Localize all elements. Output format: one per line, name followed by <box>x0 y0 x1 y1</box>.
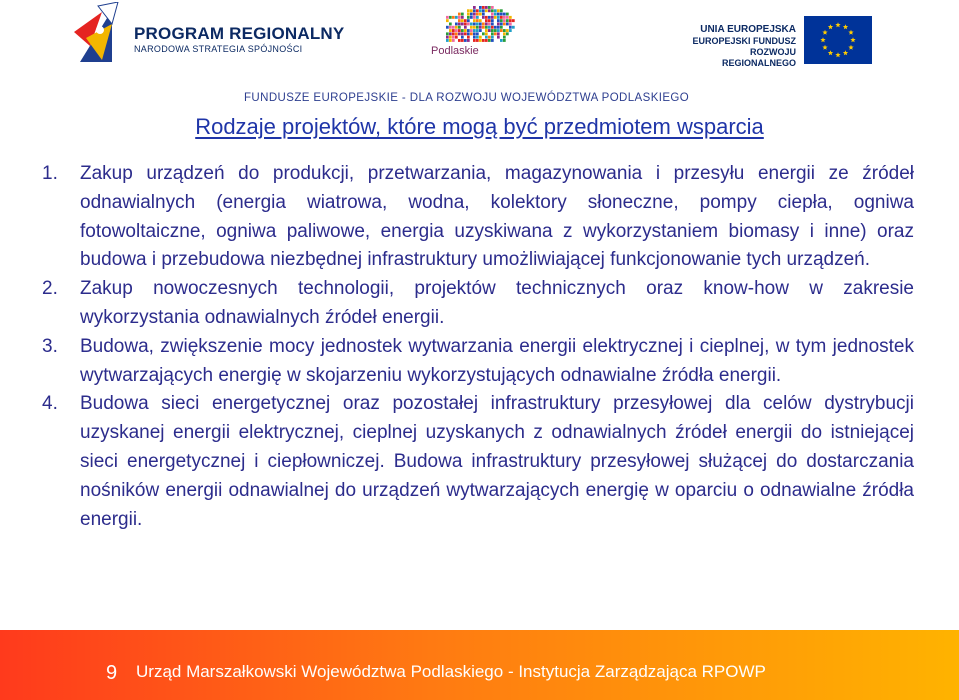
eu-text <box>680 24 796 69</box>
page-number: 9 <box>106 662 118 684</box>
item-text: Zakup urządzeń do produkcji, przetwarzania, magazynowania i przesyłu energii ze źródeł odnawialnych (energia wiatrowa, wodna, kolektory słoneczne, pompy ciepła, ogniwa fotowoltaiczne, ogniwa paliwowe, energia uzyskiwana z wykorzystaniem biomasy i inne) oraz budowa i przebudowa niezbędnej infrastruktury umożliwiającej funkcjonowanie tych urządzeń. <box>80 163 914 271</box>
program-regionalny-logo <box>72 2 134 64</box>
program-title: PROGRAM REGIONALNY <box>134 24 345 43</box>
list-item <box>42 160 914 275</box>
item-text: Budowa sieci energetycznej oraz pozostałej infrastruktury przesyłowej dla celów dystrybucji uzyskanej energii elektrycznej, cieplnej uzyskanych z odnawialnych źródeł energii do istniejącej sieci energetycznej i ciepłowniczej. Budowa infrastruktury przesyłowej służącej do dostarczania nośników energii odnawialnej do urządzeń wytwarzających energię w oparciu o odnawialne źródła energii. <box>80 393 914 530</box>
list-item <box>42 333 914 391</box>
program-subtitle: NARODOWA STRATEGIA SPÓJNOŚCI <box>134 44 303 54</box>
item-text: Budowa, zwiększenie mocy jednostek wytwarzania energii elektrycznej i cieplnej, w tym jednostek wytwarzających energię w skojarzeniu wykorzystujących odnawialne źródła energii. <box>80 335 914 386</box>
list-item <box>42 390 914 534</box>
eu-flag-icon <box>804 16 872 64</box>
eu-title: UNIA EUROPEJSKA <box>700 24 796 35</box>
eu-fund-line1: EUROPEJSKI FUNDUSZ <box>692 36 796 46</box>
funds-line: FUNDUSZE EUROPEJSKIE - DLA ROZWOJU WOJEWÓDZTWA PODLASKIEGO <box>244 92 690 104</box>
item-number: 1. <box>42 163 58 184</box>
eu-fund-line2: ROZWOJU REGIONALNEGO <box>721 47 796 68</box>
footer-text: Urząd Marszałkowski Województwa Podlaskiego - Instytucja Zarządzająca RPOWP <box>136 662 766 681</box>
slide-title: Rodzaje projektów, które mogą być przedmiotem wsparcia <box>195 114 764 139</box>
item-text: Zakup nowoczesnych technologii, projektów technicznych oraz know-how w zakresie wykorzystania odnawialnych źródeł energii. <box>80 278 914 328</box>
program-regionalny-text <box>134 24 344 55</box>
podlaskie-label: Podlaskie <box>431 45 479 57</box>
item-number: 4. <box>42 393 58 415</box>
item-number: 3. <box>42 335 58 357</box>
item-number: 2. <box>42 278 58 300</box>
project-types-list <box>42 160 914 534</box>
slide-header <box>0 0 959 112</box>
list-item <box>42 275 914 333</box>
